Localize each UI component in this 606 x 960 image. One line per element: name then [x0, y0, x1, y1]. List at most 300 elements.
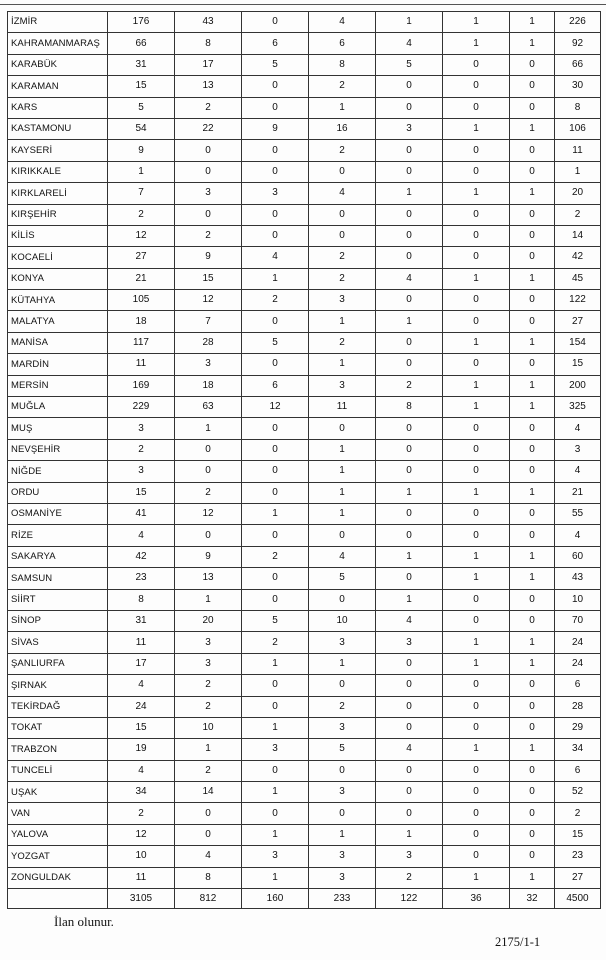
table-row [8, 12, 601, 33]
value-cell: 0 [443, 290, 510, 311]
table-row [8, 140, 601, 161]
value-cell: 20 [175, 610, 242, 631]
value-cell: 30 [555, 76, 601, 97]
total-value-cell: 160 [242, 889, 309, 909]
value-cell: 5 [309, 739, 376, 760]
value-cell: 11 [108, 354, 175, 375]
province-name-cell: KAHRAMANMARAŞ [8, 33, 108, 54]
table-row [8, 311, 601, 332]
value-cell: 0 [443, 525, 510, 546]
value-cell: 8 [108, 589, 175, 610]
value-cell: 10 [555, 589, 601, 610]
table-row [8, 846, 601, 867]
province-name-cell: NİĞDE [8, 461, 108, 482]
value-cell: 4 [175, 846, 242, 867]
value-cell: 15 [175, 268, 242, 289]
value-cell: 0 [376, 418, 443, 439]
value-cell: 0 [510, 589, 555, 610]
province-name-cell: MUŞ [8, 418, 108, 439]
table-row [8, 632, 601, 653]
value-cell: 4 [108, 760, 175, 781]
value-cell: 2 [309, 76, 376, 97]
value-cell: 0 [376, 247, 443, 268]
province-name-cell: SİVAS [8, 632, 108, 653]
value-cell: 0 [510, 76, 555, 97]
value-cell: 0 [510, 824, 555, 845]
value-cell: 10 [108, 846, 175, 867]
value-cell: 0 [376, 717, 443, 738]
value-cell: 6 [242, 375, 309, 396]
value-cell: 5 [108, 97, 175, 118]
value-cell: 0 [242, 311, 309, 332]
value-cell: 0 [376, 782, 443, 803]
table-row [8, 503, 601, 524]
value-cell: 15 [555, 824, 601, 845]
value-cell: 0 [443, 503, 510, 524]
value-cell: 0 [376, 97, 443, 118]
value-cell: 1 [242, 717, 309, 738]
province-name-cell: TUNCELİ [8, 760, 108, 781]
table-row [8, 290, 601, 311]
value-cell: 6 [309, 33, 376, 54]
value-cell: 0 [242, 12, 309, 33]
value-cell: 2 [309, 696, 376, 717]
value-cell: 28 [175, 332, 242, 353]
value-cell: 0 [510, 461, 555, 482]
value-cell: 12 [108, 225, 175, 246]
value-cell: 0 [376, 760, 443, 781]
value-cell: 0 [510, 418, 555, 439]
value-cell: 2 [309, 140, 376, 161]
value-cell: 3 [309, 375, 376, 396]
province-name-cell: OSMANİYE [8, 503, 108, 524]
value-cell: 24 [108, 696, 175, 717]
value-cell: 0 [376, 290, 443, 311]
value-cell: 4 [376, 739, 443, 760]
table-row [8, 183, 601, 204]
value-cell: 2 [242, 632, 309, 653]
value-cell: 4 [555, 418, 601, 439]
value-cell: 60 [555, 546, 601, 567]
value-cell: 1 [175, 589, 242, 610]
value-cell: 15 [108, 76, 175, 97]
value-cell: 0 [510, 290, 555, 311]
value-cell: 1 [510, 739, 555, 760]
value-cell: 0 [443, 760, 510, 781]
value-cell: 1 [443, 397, 510, 418]
table-row [8, 354, 601, 375]
value-cell: 1 [309, 311, 376, 332]
value-cell: 122 [555, 290, 601, 311]
value-cell: 0 [443, 204, 510, 225]
value-cell: 22 [175, 118, 242, 139]
province-name-cell: SİNOP [8, 610, 108, 631]
table-row [8, 439, 601, 460]
value-cell: 14 [175, 782, 242, 803]
value-cell: 1 [510, 33, 555, 54]
value-cell: 1 [242, 503, 309, 524]
value-cell: 1 [376, 546, 443, 567]
value-cell: 105 [108, 290, 175, 311]
province-name-cell: KARS [8, 97, 108, 118]
value-cell: 154 [555, 332, 601, 353]
value-cell: 2 [555, 204, 601, 225]
province-name-cell: KIRIKKALE [8, 161, 108, 182]
value-cell: 0 [510, 760, 555, 781]
value-cell: 1 [510, 183, 555, 204]
province-table [7, 11, 601, 909]
totals-label-cell [8, 889, 108, 909]
value-cell: 0 [376, 354, 443, 375]
value-cell: 1 [443, 332, 510, 353]
value-cell: 1 [510, 546, 555, 567]
value-cell: 1 [510, 482, 555, 503]
value-cell: 17 [108, 653, 175, 674]
value-cell: 2 [175, 225, 242, 246]
value-cell: 0 [242, 696, 309, 717]
province-name-cell: MUĞLA [8, 397, 108, 418]
value-cell: 2 [175, 760, 242, 781]
province-name-cell: KASTAMONU [8, 118, 108, 139]
table-row [8, 675, 601, 696]
value-cell: 0 [510, 696, 555, 717]
province-name-cell: MARDİN [8, 354, 108, 375]
value-cell: 0 [376, 161, 443, 182]
value-cell: 63 [175, 397, 242, 418]
province-name-cell: İZMİR [8, 12, 108, 33]
value-cell: 106 [555, 118, 601, 139]
value-cell: 2 [242, 290, 309, 311]
value-cell: 2 [108, 204, 175, 225]
value-cell: 0 [443, 824, 510, 845]
value-cell: 24 [555, 653, 601, 674]
province-name-cell: ORDU [8, 482, 108, 503]
table-row [8, 33, 601, 54]
value-cell: 0 [510, 503, 555, 524]
value-cell: 0 [376, 653, 443, 674]
value-cell: 2 [175, 97, 242, 118]
total-value-cell: 32 [510, 889, 555, 909]
value-cell: 3 [242, 739, 309, 760]
value-cell: 0 [242, 225, 309, 246]
value-cell: 4 [309, 546, 376, 567]
value-cell: 0 [242, 675, 309, 696]
value-cell: 0 [309, 525, 376, 546]
value-cell: 1 [309, 653, 376, 674]
value-cell: 9 [242, 118, 309, 139]
value-cell: 0 [242, 461, 309, 482]
value-cell: 1 [376, 183, 443, 204]
value-cell: 13 [175, 568, 242, 589]
value-cell: 0 [510, 439, 555, 460]
value-cell: 0 [175, 461, 242, 482]
table-row [8, 418, 601, 439]
value-cell: 1 [309, 354, 376, 375]
table-row [8, 161, 601, 182]
value-cell: 0 [376, 696, 443, 717]
value-cell: 92 [555, 33, 601, 54]
value-cell: 13 [175, 76, 242, 97]
table-row [8, 204, 601, 225]
province-name-cell: UŞAK [8, 782, 108, 803]
value-cell: 0 [376, 439, 443, 460]
table-row [8, 332, 601, 353]
province-name-cell: TEKİRDAĞ [8, 696, 108, 717]
table-row [8, 118, 601, 139]
value-cell: 1 [443, 546, 510, 567]
value-cell: 1 [309, 461, 376, 482]
table-row [8, 824, 601, 845]
value-cell: 1 [510, 118, 555, 139]
value-cell: 0 [242, 803, 309, 824]
page-top-border [0, 4, 606, 5]
value-cell: 3 [309, 867, 376, 888]
value-cell: 0 [510, 610, 555, 631]
value-cell: 1 [510, 268, 555, 289]
province-name-cell: MERSİN [8, 375, 108, 396]
province-name-cell: VAN [8, 803, 108, 824]
province-name-cell: KARABÜK [8, 54, 108, 75]
value-cell: 0 [376, 204, 443, 225]
value-cell: 27 [555, 867, 601, 888]
value-cell: 0 [242, 140, 309, 161]
total-value-cell: 233 [309, 889, 376, 909]
value-cell: 0 [443, 225, 510, 246]
value-cell: 10 [175, 717, 242, 738]
value-cell: 4 [376, 268, 443, 289]
value-cell: 0 [376, 76, 443, 97]
value-cell: 15 [108, 717, 175, 738]
province-name-cell: TOKAT [8, 717, 108, 738]
value-cell: 176 [108, 12, 175, 33]
value-cell: 11 [555, 140, 601, 161]
province-name-cell: KÜTAHYA [8, 290, 108, 311]
notice-text: İlan olunur. [54, 914, 114, 929]
value-cell: 0 [510, 140, 555, 161]
value-cell: 2 [108, 439, 175, 460]
value-cell: 3 [175, 653, 242, 674]
value-cell: 1 [443, 375, 510, 396]
value-cell: 2 [555, 803, 601, 824]
total-value-cell: 122 [376, 889, 443, 909]
table-row [8, 568, 601, 589]
value-cell: 29 [555, 717, 601, 738]
value-cell: 4 [555, 461, 601, 482]
value-cell: 200 [555, 375, 601, 396]
value-cell: 0 [309, 760, 376, 781]
value-cell: 3 [376, 846, 443, 867]
value-cell: 0 [443, 696, 510, 717]
province-name-cell: YOZGAT [8, 846, 108, 867]
value-cell: 27 [108, 247, 175, 268]
value-cell: 1 [555, 161, 601, 182]
value-cell: 1 [309, 503, 376, 524]
value-cell: 1 [175, 739, 242, 760]
value-cell: 1 [309, 824, 376, 845]
value-cell: 5 [242, 610, 309, 631]
value-cell: 0 [510, 161, 555, 182]
province-name-cell: KAYSERİ [8, 140, 108, 161]
value-cell: 12 [175, 503, 242, 524]
value-cell: 1 [108, 161, 175, 182]
value-cell: 0 [443, 461, 510, 482]
value-cell: 0 [443, 140, 510, 161]
value-cell: 3 [175, 183, 242, 204]
table-row [8, 546, 601, 567]
table-row [8, 54, 601, 75]
value-cell: 0 [510, 354, 555, 375]
value-cell: 41 [108, 503, 175, 524]
value-cell: 6 [555, 760, 601, 781]
value-cell: 8 [175, 33, 242, 54]
value-cell: 2 [309, 332, 376, 353]
table-row [8, 397, 601, 418]
value-cell: 0 [242, 418, 309, 439]
value-cell: 0 [175, 824, 242, 845]
value-cell: 1 [510, 397, 555, 418]
value-cell: 1 [242, 867, 309, 888]
value-cell: 4 [242, 247, 309, 268]
value-cell: 1 [376, 824, 443, 845]
value-cell: 5 [376, 54, 443, 75]
province-name-cell: ŞIRNAK [8, 675, 108, 696]
value-cell: 0 [309, 803, 376, 824]
value-cell: 18 [175, 375, 242, 396]
value-cell: 11 [108, 867, 175, 888]
province-name-cell: YALOVA [8, 824, 108, 845]
value-cell: 3 [309, 846, 376, 867]
value-cell: 2 [242, 546, 309, 567]
value-cell: 1 [510, 653, 555, 674]
province-name-cell: RİZE [8, 525, 108, 546]
value-cell: 5 [242, 54, 309, 75]
value-cell: 52 [555, 782, 601, 803]
value-cell: 1 [510, 568, 555, 589]
value-cell: 3 [175, 354, 242, 375]
table-row [8, 653, 601, 674]
value-cell: 7 [108, 183, 175, 204]
table-row [8, 525, 601, 546]
value-cell: 0 [242, 482, 309, 503]
value-cell: 1 [309, 439, 376, 460]
value-cell: 1 [242, 268, 309, 289]
value-cell: 0 [443, 610, 510, 631]
value-cell: 0 [175, 161, 242, 182]
value-cell: 1 [309, 97, 376, 118]
value-cell: 2 [376, 375, 443, 396]
value-cell: 4 [376, 610, 443, 631]
value-cell: 0 [443, 675, 510, 696]
value-cell: 3 [309, 717, 376, 738]
value-cell: 0 [510, 54, 555, 75]
value-cell: 1 [175, 418, 242, 439]
value-cell: 0 [242, 354, 309, 375]
value-cell: 1 [510, 632, 555, 653]
value-cell: 325 [555, 397, 601, 418]
value-cell: 1 [443, 632, 510, 653]
table-row [8, 97, 601, 118]
value-cell: 169 [108, 375, 175, 396]
value-cell: 5 [242, 332, 309, 353]
value-cell: 0 [309, 589, 376, 610]
value-cell: 0 [443, 97, 510, 118]
province-name-cell: SAMSUN [8, 568, 108, 589]
value-cell: 8 [376, 397, 443, 418]
value-cell: 0 [242, 439, 309, 460]
table-row [8, 76, 601, 97]
province-name-cell: KONYA [8, 268, 108, 289]
value-cell: 9 [108, 140, 175, 161]
value-cell: 8 [309, 54, 376, 75]
value-cell: 4 [309, 183, 376, 204]
value-cell: 226 [555, 12, 601, 33]
value-cell: 0 [443, 54, 510, 75]
value-cell: 1 [376, 482, 443, 503]
value-cell: 0 [175, 140, 242, 161]
value-cell: 19 [108, 739, 175, 760]
value-cell: 3 [242, 183, 309, 204]
table-row [8, 717, 601, 738]
value-cell: 1 [443, 33, 510, 54]
value-cell: 0 [510, 247, 555, 268]
value-cell: 1 [443, 118, 510, 139]
value-cell: 9 [175, 546, 242, 567]
value-cell: 34 [108, 782, 175, 803]
value-cell: 1 [376, 311, 443, 332]
value-cell: 0 [175, 439, 242, 460]
table-row [8, 760, 601, 781]
value-cell: 0 [510, 204, 555, 225]
value-cell: 0 [242, 76, 309, 97]
value-cell: 3 [175, 632, 242, 653]
province-name-cell: MANİSA [8, 332, 108, 353]
value-cell: 42 [555, 247, 601, 268]
value-cell: 0 [242, 568, 309, 589]
value-cell: 0 [510, 717, 555, 738]
value-cell: 0 [510, 846, 555, 867]
table-row [8, 589, 601, 610]
value-cell: 0 [376, 140, 443, 161]
value-cell: 3 [555, 439, 601, 460]
value-cell: 15 [555, 354, 601, 375]
province-name-cell: KİLİS [8, 225, 108, 246]
province-name-cell: SİİRT [8, 589, 108, 610]
value-cell: 0 [309, 204, 376, 225]
total-value-cell: 36 [443, 889, 510, 909]
value-cell: 12 [175, 290, 242, 311]
value-cell: 16 [309, 118, 376, 139]
value-cell: 12 [242, 397, 309, 418]
value-cell: 1 [443, 568, 510, 589]
table-row [8, 225, 601, 246]
total-value-cell: 812 [175, 889, 242, 909]
value-cell: 2 [175, 675, 242, 696]
value-cell: 0 [242, 760, 309, 781]
province-name-cell: KIRŞEHİR [8, 204, 108, 225]
value-cell: 0 [443, 311, 510, 332]
value-cell: 43 [555, 568, 601, 589]
province-name-cell: SAKARYA [8, 546, 108, 567]
province-name-cell: TRABZON [8, 739, 108, 760]
value-cell: 21 [555, 482, 601, 503]
reference-number: 2175/1-1 [495, 935, 541, 949]
value-cell: 11 [309, 397, 376, 418]
value-cell: 66 [108, 33, 175, 54]
value-cell: 3 [376, 632, 443, 653]
province-name-cell: KARAMAN [8, 76, 108, 97]
value-cell: 0 [510, 225, 555, 246]
province-name-cell: KOCAELİ [8, 247, 108, 268]
